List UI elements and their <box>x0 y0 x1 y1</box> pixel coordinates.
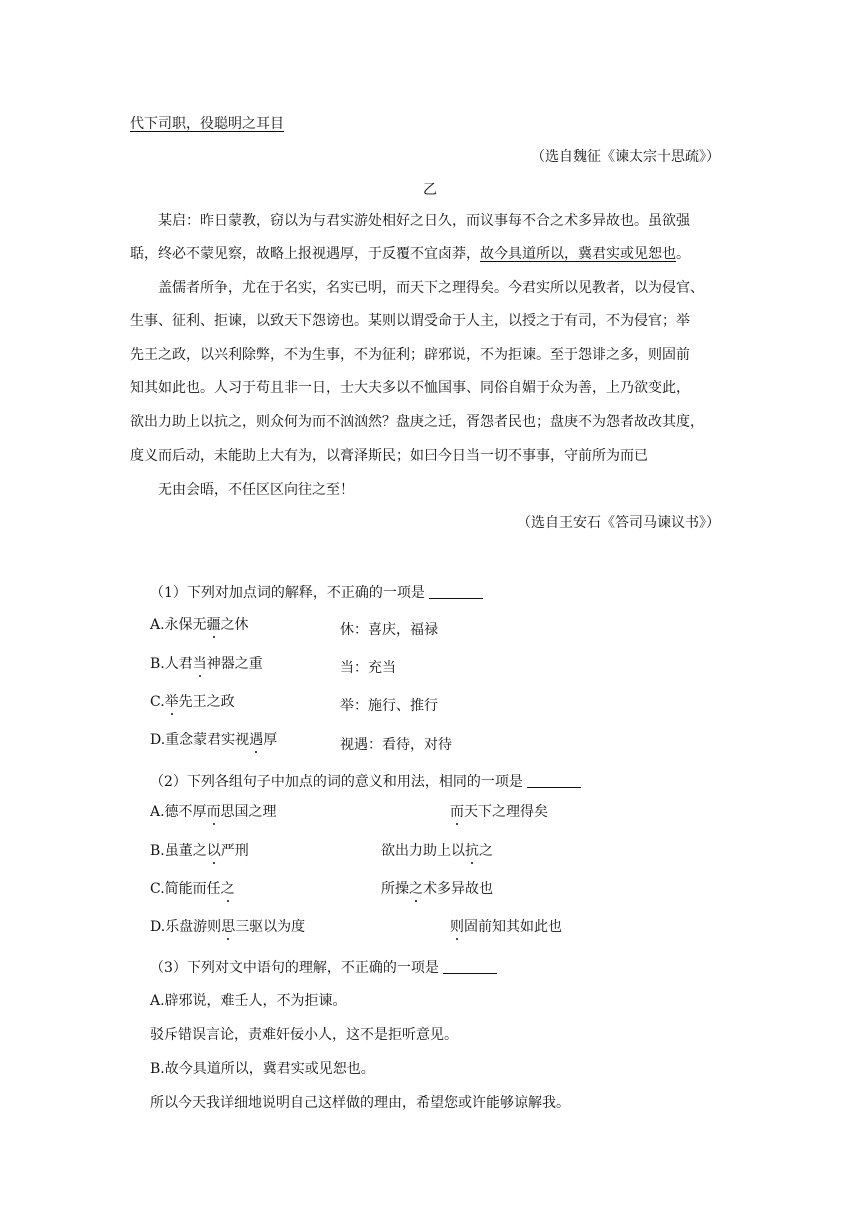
q2-option-c-left: C.简能而任之 <box>150 881 235 897</box>
passage-b-line: 欲出力助上以抗之，则众何为而不汹汹然？盘庚之迁，胥怨者民也；盘庚不为怨者故改其度， <box>130 414 704 430</box>
q3-line: 所以今天我详细地说明自己这样做的理由，希望您或许能够谅解我。 <box>150 1095 570 1111</box>
passage-b-text: 聒，终必不蒙见察，故略上报视遇厚，于反覆不宜卤莽， <box>130 246 480 262</box>
question-3-text: （3）下列对文中语句的理解，不正确的一项是 <box>150 960 439 976</box>
passage-b-title: 乙 <box>423 182 437 198</box>
emphasis-mark: 则 <box>450 919 464 935</box>
passage-a-source: （选自魏征《谏太宗十思疏》） <box>531 149 720 165</box>
emphasis-mark: 当 <box>192 656 207 672</box>
q2-option-a-right: 而天下之理得矣 <box>450 804 548 820</box>
passage-b-line: 知其如此也。人习于苟且非一日，士大夫多以不恤国事、同俗自媚于众为善，上乃欲变此， <box>130 380 690 396</box>
emphasis-mark: 遇 <box>249 732 264 748</box>
emphasis-mark: 举 <box>164 694 179 710</box>
passage-b-line: 生事、征利、拒谏，以致天下怨谤也。某则以谓受命于人主，以授之于有司，不为侵官；举 <box>130 313 690 329</box>
passage-b-line: 无由会晤，不任区区向往之至！ <box>158 482 354 498</box>
passage-b-line: 度义而后动，未能助上大有为，以膏泽斯民；如曰今日当一切不事事，守前所为而已 <box>130 448 648 464</box>
question-2-stem <box>150 772 581 792</box>
passage-b-line: 某启：昨日蒙教，窃以为与君实游处相好之日久，而议事每不合之术多异故也。虽欲强 <box>158 213 690 229</box>
q2-option-b-left: B.虽董之以严刑 <box>150 843 249 859</box>
q1-option-b-right: 当：充当 <box>340 660 396 676</box>
emphasis-mark: 之 <box>409 881 423 897</box>
punctuation: 。 <box>676 246 690 262</box>
question-3-stem <box>150 958 497 978</box>
passage-b-line <box>130 244 690 264</box>
q1-option-c-right: 举：施行、推行 <box>340 698 438 714</box>
q1-option-a-right: 休：喜庆，福禄 <box>340 622 438 638</box>
q3-line: 驳斥错误言论，责难奸佞小人，这不是拒听意见。 <box>150 1027 458 1043</box>
passage-b-line: 盖儒者所争，尤在于名实，名实已明，而天下之理得矣。今君实所以见教者，以为侵官、 <box>158 280 704 296</box>
question-1-text: （1）下列对加点词的解释，不正确的一项是 <box>150 585 425 601</box>
q1-option-b-left: B.人君当神器之重 <box>150 656 263 672</box>
q1-option-d-right: 视遇：看待，对待 <box>340 737 452 753</box>
q1-option-a-left: A.永保无疆之休 <box>150 617 249 633</box>
emphasis-mark: 而 <box>206 804 221 820</box>
underlined-sentence: 故今具道所以，冀君实或见恕也 <box>480 246 676 262</box>
q2-option-b-right: 欲出力助上以抗之 <box>381 843 493 859</box>
emphasis-mark: 而 <box>450 804 464 820</box>
q2-option-c-right: 所操之术多异故也 <box>381 881 493 897</box>
question-1-stem <box>150 583 483 603</box>
emphasis-mark: 疆 <box>206 617 221 633</box>
emphasis-mark: 思 <box>221 919 236 935</box>
passage-b-source: （选自王安石《答司马谏议书》） <box>517 515 720 531</box>
passage-a-last-line: 代下司职，役聪明之耳目 <box>130 116 284 132</box>
emphasis-mark: 抗 <box>465 843 479 859</box>
answer-blank[interactable] <box>527 773 581 788</box>
answer-blank[interactable] <box>443 959 497 974</box>
q2-option-d-right: 则固前知其如此也 <box>450 919 562 935</box>
q3-line: A.辟邪说，难壬人，不为拒谏。 <box>150 993 347 1009</box>
q3-line: B.故今具道所以，冀君实或见恕也。 <box>150 1061 375 1077</box>
q2-option-d-left: D.乐盘游则思三驱以为度 <box>150 919 306 935</box>
emphasis-mark: 以 <box>206 843 221 859</box>
q1-option-d-left: D.重念蒙君实视遇厚 <box>150 732 278 748</box>
q2-option-a-left: A.德不厚而思国之理 <box>150 804 277 820</box>
answer-blank[interactable] <box>429 584 483 599</box>
q1-option-c-left: C.举先王之政 <box>150 694 235 710</box>
passage-b-line: 先王之政，以兴利除弊，不为生事，不为征利；辟邪说，不为拒谏。至于怨诽之多，则固前 <box>130 347 690 363</box>
emphasis-mark: 之 <box>220 881 235 897</box>
question-2-text: （2）下列各组句子中加点的词的意义和用法，相同的一项是 <box>150 774 523 790</box>
